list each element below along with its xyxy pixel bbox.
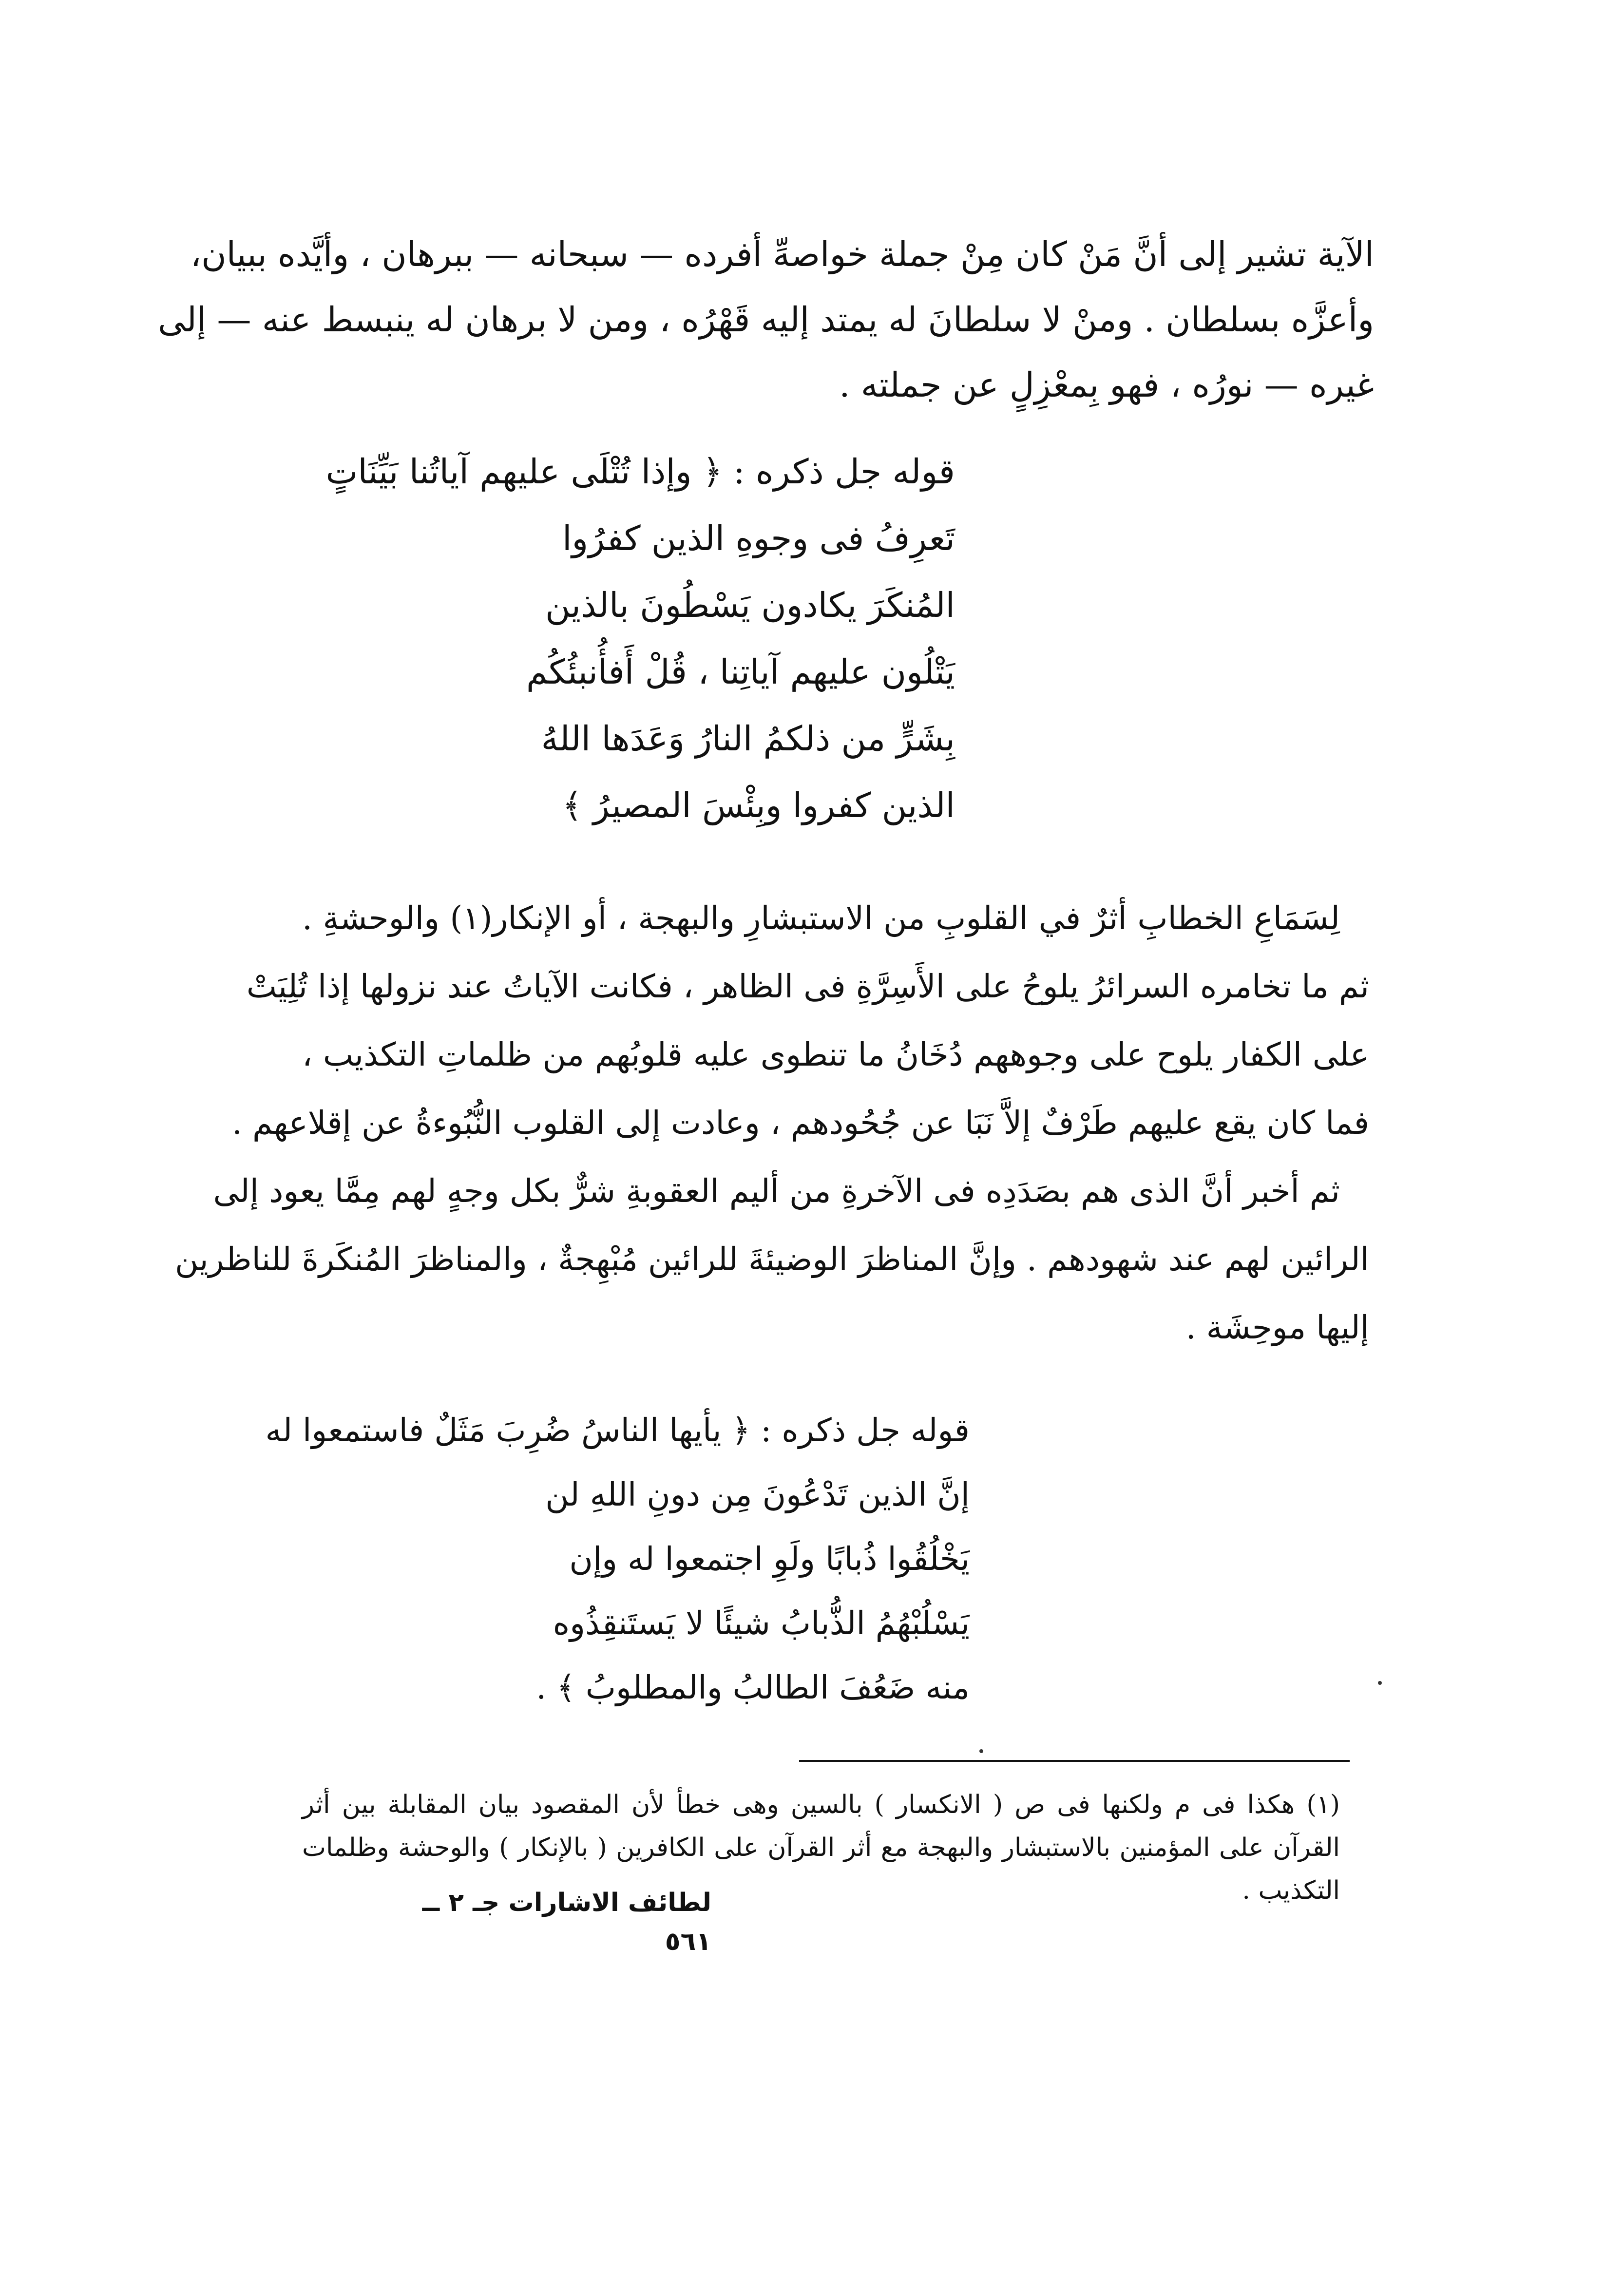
verse-line: الذين كفروا وبِئْسَ المصيرُ ﴾ bbox=[562, 785, 955, 825]
verse-line: بِشَرٍّ من ذلكمُ النارُ وَعَدَها اللهُ bbox=[541, 719, 955, 759]
text-line: الرائين لهم عند شهودهم . وإنَّ المناظرَ الوضيئةَ للرائين مُبْهِجةٌ ، والمناظرَ المُنكَرةَ للناظرين bbox=[175, 1241, 1369, 1278]
footnote-divider bbox=[799, 1760, 1350, 1762]
verse-line: منه ضَعُفَ الطالبُ والمطلوبُ ﴾ . bbox=[536, 1669, 970, 1706]
print-speck bbox=[979, 1749, 983, 1753]
text-line: فما كان يقع عليهم طَرْفٌ إلاَّ نَبَا عن جُحُودهم ، وعادت إلى القلوب النُّبُوءةُ عن إقلاعهم . bbox=[232, 1104, 1369, 1142]
verse-line: إنَّ الذين تَدْعُونَ مِن دونِ اللهِ لن bbox=[545, 1476, 970, 1513]
footnote-line: التكذيب . bbox=[1242, 1876, 1340, 1905]
print-speck bbox=[1378, 1681, 1382, 1685]
verse-line: يَسْلُبْهُمُ الذُّبابُ شيئًا لا يَستَنقِذُوه bbox=[553, 1604, 970, 1642]
text-line: ثم أخبر أنَّ الذى هم بصَدَدِه فى الآخرةِ من أليم العقوبةِ شرٌّ بكل وجهٍ لهم مِمَّا يعود إلى bbox=[213, 1172, 1340, 1210]
footnote-line: القرآن على المؤمنين بالاستبشار والبهجة مع أثر القرآن على الكافرين ( بالإنكار ) والوحشة وظلمات bbox=[302, 1833, 1340, 1862]
quran-verse-block-1 bbox=[325, 439, 955, 839]
text-line: لِسَمَاعِ الخطابِ أثرٌ في القلوبِ من الاستبشارِ والبهجة ، أو الإنكار(١) والوحشةِ . bbox=[302, 899, 1340, 937]
text-line: إليها موحِشَة . bbox=[1185, 1309, 1369, 1346]
paragraph-commentary-2 bbox=[175, 884, 1369, 1362]
text-line: ثم ما تخامره السرائرُ يلوحُ على الأَسِرَّةِ فى الظاهر ، فكانت الآياتُ عند نزولها إذا تُلِيَتْ bbox=[246, 968, 1369, 1005]
text-line: غيره — نورُه ، فهو بِمعْزِلٍ عن جملته . bbox=[839, 365, 1374, 405]
running-foot: لطائف الاشارات جـ ٢ ــ ٥٦١ bbox=[422, 1888, 711, 1956]
verse-line: المُنكَرَ يكادون يَسْطُونَ بالذين bbox=[545, 585, 955, 625]
text-line: على الكفار يلوح على وجوههم دُخَانُ ما تنطوى عليه قلوبُهم من ظلماتِ التكذيب ، bbox=[302, 1036, 1369, 1073]
footnote-line: (١) هكذا فى م ولكنها فى ص ( الانكسار ) بالسين وهى خطأ لأن المقصود بيان المقابلة بين أثر bbox=[302, 1790, 1340, 1819]
verse-line: يَتْلُون عليهم آياتِنا ، قُلْ أَفأُنبئُكُم bbox=[526, 652, 955, 692]
paragraph-commentary-1 bbox=[158, 222, 1374, 418]
verse-line: يَخْلُقُوا ذُبابًا ولَوِ اجتمعوا له وإن bbox=[569, 1540, 970, 1578]
quran-verse-block-2 bbox=[265, 1398, 970, 1720]
verse-line: قوله جل ذكره : ﴿ يأيها الناسُ ضُرِبَ مَثَلٌ فاستمعوا له bbox=[265, 1412, 970, 1449]
text-line: وأعزَّه بسلطان . ومنْ لا سلطانَ له يمتد إليه قَهْرُه ، ومن لا برهان له ينبسط عنه — إلى bbox=[158, 300, 1374, 340]
verse-line: قوله جل ذكره : ﴿ وإذا تُتْلَى عليهم آياتُنا بَيِّنَاتٍ bbox=[325, 452, 955, 492]
text-line: الآية تشير إلى أنَّ مَنْ كان مِنْ جملة خواصهِّ أفرده — سبحانه — ببرهان ، وأيَّده ببيان، bbox=[190, 234, 1374, 274]
verse-line: تَعرِفُ فى وجوهِ الذين كفرُوا bbox=[562, 518, 955, 558]
